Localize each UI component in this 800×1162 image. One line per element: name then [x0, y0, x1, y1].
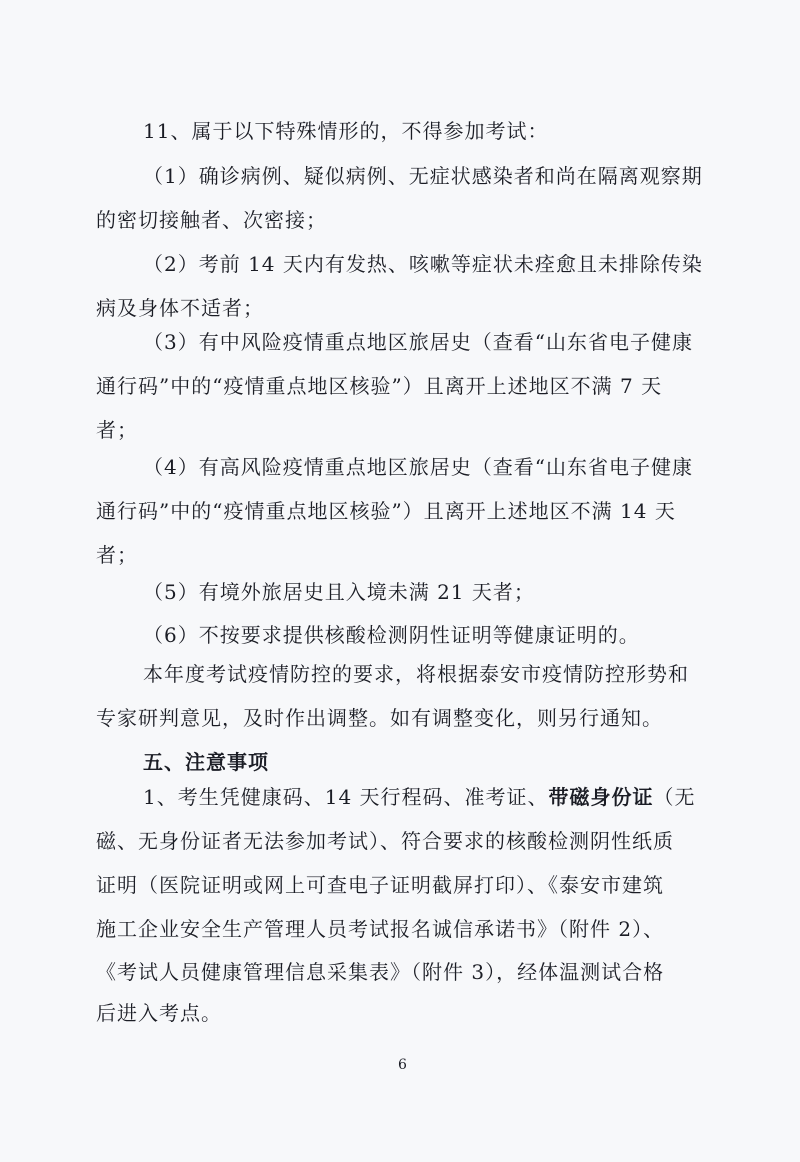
case-4-line-3: 者； [96, 543, 138, 567]
case-2-line-2: 病及身体不适者； [96, 296, 264, 320]
case-4-line-2: 通行码”中的“疫情重点地区核验”）且离开上述地区不满 14 天 [96, 499, 676, 523]
case-1-line-2: 的密切接触者、次密接； [96, 208, 327, 232]
case-6: （6）不按要求提供核酸检测阴性证明等健康证明的。 [143, 623, 640, 647]
section-heading: 五、注意事项 [143, 750, 269, 774]
adjustment-line-1: 本年度考试疫情防控的要求，将根据泰安市疫情防控形势和 [143, 662, 689, 686]
list-item-11: 11、属于以下特殊情形的，不得参加考试： [143, 119, 549, 143]
notice-line-1-end: （无 [653, 785, 696, 809]
page-number: 6 [398, 1057, 407, 1073]
notice-line-1 [143, 783, 696, 811]
case-5: （5）有境外旅居史且入境未满 21 天者； [143, 580, 535, 604]
case-4-line-1: （4）有高风险疫情重点地区旅居史（查看“山东省电子健康 [143, 455, 693, 479]
case-3-line-3: 者； [96, 418, 138, 442]
notice-line-3: 证明（医院证明或网上可查电子证明截屏打印）、《泰安市建筑 [96, 873, 664, 897]
notice-line-2: 磁、无身份证者无法参加考试）、符合要求的核酸检测阴性纸质 [96, 829, 674, 853]
notice-line-1-text: 1、考生凭健康码、14 天行程码、准考证、 [143, 785, 549, 809]
notice-line-5: 《考试人员健康管理信息采集表》（附件 3），经体温测试合格 [96, 960, 665, 984]
case-3-line-2: 通行码”中的“疫情重点地区核验”）且离开上述地区不满 7 天 [96, 374, 663, 398]
adjustment-line-2: 专家研判意见，及时作出调整。如有调整变化，则另行通知。 [96, 706, 663, 730]
case-3-line-1: （3）有中风险疫情重点地区旅居史（查看“山东省电子健康 [143, 330, 693, 354]
magnetic-id-card-emphasis: 带磁身份证 [548, 785, 654, 809]
case-1-line-1: （1）确诊病例、疑似病例、无症状感染者和尚在隔离观察期 [143, 164, 703, 188]
notice-line-6: 后进入考点。 [96, 1001, 222, 1025]
case-2-line-1: （2）考前 14 天内有发热、咳嗽等症状未痊愈且未排除传染 [143, 252, 703, 276]
notice-line-4: 施工企业安全生产管理人员考试报名诚信承诺书》（附件 2）、 [96, 917, 665, 941]
